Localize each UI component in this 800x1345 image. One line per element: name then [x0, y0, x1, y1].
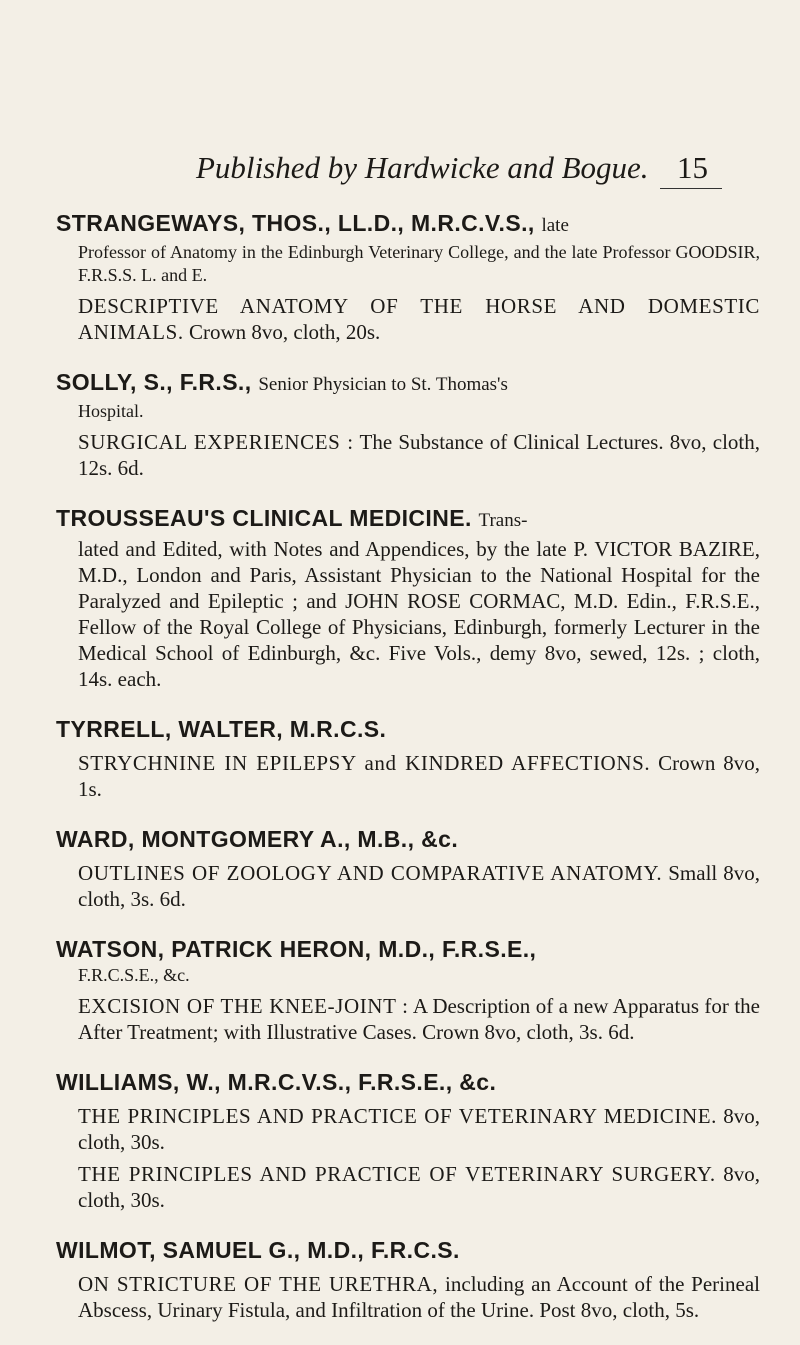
- author-line: [56, 208, 760, 241]
- author-line: [56, 934, 760, 964]
- book-title-line: [56, 860, 760, 912]
- book-title: DESCRIPTIVE ANATOMY OF THE HORSE AND DOMESTIC ANIMALS.: [78, 294, 760, 344]
- publication-info: lated and Edited, with Notes and Appendices, by the late P. VICTOR BAZIRE, M.D., London and Paris, Assistant Physician to the National Hospital for the Paralyzed and Epileptic ; and JOHN ROSE CORMAC, M.D. Edin., F.R.S.E., Fellow of the Royal College of Physicians, Edinburgh, formerly Lecturer in the Medical School of Edinburgh, &c. Five Vols., demy 8vo, sewed, 12s. ; cloth, 14s. each.: [78, 537, 760, 691]
- catalogue-entry: [56, 367, 760, 481]
- book-title-line: [56, 536, 760, 692]
- running-header: [196, 150, 716, 186]
- running-title: Published by Hardwicke and Bogue.: [196, 150, 649, 185]
- publication-info: 8vo, cloth, 30s.: [78, 1104, 760, 1154]
- book-title: THE PRINCIPLES AND PRACTICE OF VETERINARY MEDICINE.: [78, 1104, 718, 1128]
- author-suffix: Senior Physician to St. Thomas's: [258, 374, 508, 395]
- catalogue-entry: [56, 934, 760, 1045]
- publication-info: The Substance of Clinical Lectures. 8vo, cloth, 12s. 6d.: [78, 430, 760, 480]
- book-title-line: [56, 293, 760, 345]
- book-title-line: [56, 993, 760, 1045]
- publication-info: A Description of a new Apparatus for the After Treatment; with Illustrative Cases. Crown 8vo, cloth, 3s. 6d.: [78, 994, 761, 1044]
- header-rule: [660, 188, 722, 189]
- author-name: SOLLY, S., F.R.S.,: [56, 369, 252, 395]
- book-title: SURGICAL EXPERIENCES :: [78, 430, 354, 454]
- catalogue-entry: [56, 1235, 760, 1323]
- catalogue-entry: [56, 1067, 760, 1213]
- page-number: 15: [677, 150, 708, 185]
- author-line: [56, 367, 760, 400]
- book-title-line: [56, 750, 760, 802]
- book-title: ON STRICTURE OF THE URETHRA,: [78, 1272, 439, 1296]
- book-title-line: [56, 1271, 760, 1323]
- author-name: STRANGEWAYS, THOS., LL.D., M.R.C.V.S.,: [56, 210, 535, 236]
- author-suffix: Trans-: [478, 510, 528, 531]
- author-line: [56, 824, 760, 854]
- author-line: [56, 503, 760, 536]
- book-title-line: [56, 1103, 760, 1155]
- author-detail: Professor of Anatomy in the Edinburgh Veterinary College, and the late Professor GOODSIR, F.R.S.S. L. and E.: [78, 242, 760, 285]
- book-title-line: [56, 429, 760, 481]
- book-title: OUTLINES OF ZOOLOGY AND COMPARATIVE ANATOMY.: [78, 861, 663, 885]
- catalogue-entry: [56, 714, 760, 802]
- publication-info: 8vo, cloth, 30s.: [78, 1162, 760, 1212]
- catalogue-entries: [56, 208, 760, 1345]
- author-detail: Hospital.: [78, 401, 144, 421]
- author-name: WILMOT, SAMUEL G., M.D., F.R.C.S.: [56, 1237, 460, 1263]
- catalogue-entry: [56, 503, 760, 692]
- author-name: WARD, MONTGOMERY A., M.B., &c.: [56, 826, 459, 852]
- publication-info: Crown 8vo, 1s.: [78, 751, 760, 801]
- catalogue-entry: [56, 824, 760, 912]
- author-detail: F.R.C.S.E., &c.: [78, 965, 190, 985]
- author-line: [56, 714, 760, 744]
- book-title: EXCISION OF THE KNEE-JOINT :: [78, 994, 409, 1018]
- catalogue-entry: [56, 208, 760, 345]
- author-line: [56, 1067, 760, 1097]
- publication-info: Small 8vo, cloth, 3s. 6d.: [78, 861, 760, 911]
- publication-info: including an Account of the Perineal Abscess, Urinary Fistula, and Infiltration of the Urine. Post 8vo, cloth, 5s.: [78, 1272, 760, 1322]
- book-title: THE PRINCIPLES AND PRACTICE OF VETERINARY SURGERY.: [78, 1162, 716, 1186]
- author-name: WATSON, PATRICK HERON, M.D., F.R.S.E.,: [56, 936, 537, 962]
- author-name: WILLIAMS, W., M.R.C.V.S., F.R.S.E., &c.: [56, 1069, 497, 1095]
- publication-info: Crown 8vo, cloth, 20s.: [188, 320, 381, 344]
- book-title-line: [56, 1161, 760, 1213]
- author-name: TROUSSEAU'S CLINICAL MEDICINE.: [56, 505, 472, 531]
- author-line: [56, 1235, 760, 1265]
- book-title: STRYCHNINE IN EPILEPSY and KINDRED AFFECTIONS.: [78, 751, 651, 775]
- author-suffix: late: [541, 215, 569, 236]
- author-name: TYRRELL, WALTER, M.R.C.S.: [56, 716, 387, 742]
